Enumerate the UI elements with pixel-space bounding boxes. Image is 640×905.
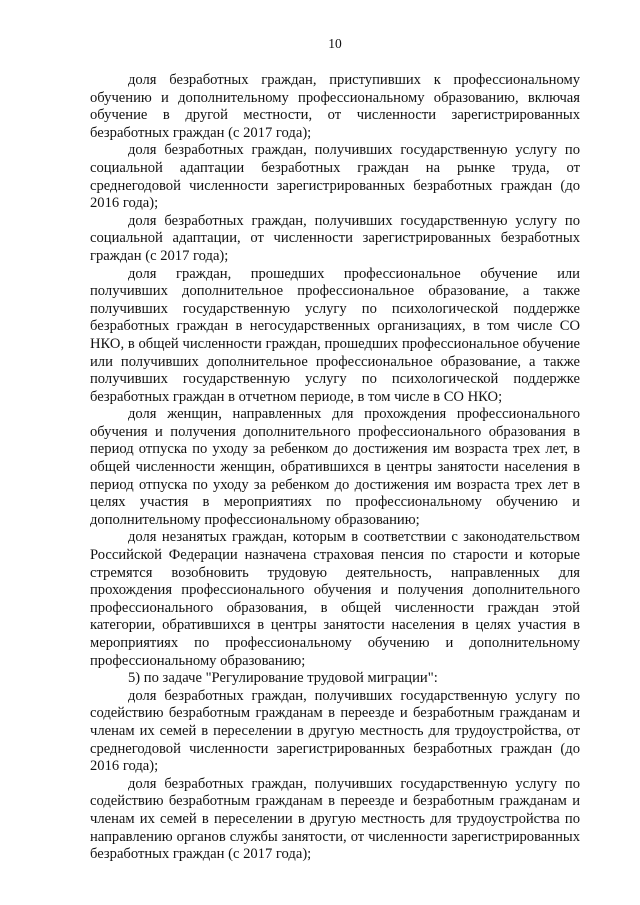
section-heading: 5) по задаче "Регулирование трудовой миграции": — [128, 670, 438, 687]
paragraph: доля безработных граждан, приступивших к профессиональному обучению и дополнительному профессиональному образованию, включая обучение в другой местности, от численности зарегистрированных безработных граждан (с 2017 года); — [90, 72, 580, 141]
page-number: 10 — [328, 36, 342, 51]
paragraph: доля женщин, направленных для прохождения профессионального обучения и получения дополнительного профессионального образования в период отпуска по уходу за ребенком до достижения им возраста трех лет, в общей численности женщин, обратившихся в центры занятости населения в период отпуска по уходу за ребенком до достижения им возраста трех лет в целях участия в мероприятиях по профессиональному обучению и дополнительному профессиональному образованию; — [90, 406, 580, 528]
paragraph: доля безработных граждан, получивших государственную услугу по социальной адаптации, от численности зарегистрированных безработных граждан (с 2017 года); — [90, 212, 580, 264]
paragraph: доля безработных граждан, получивших государственную услугу по содействию безработным гражданам в переезде и безработным гражданам и членам их семей в переселении в другую местность для трудоустройства по направлению органов службы занятости, от численности зарегистрированных безработных граждан (с 2017 года); — [90, 775, 580, 863]
paragraph: доля безработных граждан, получивших государственную услугу по содействию безработным гражданам в переезде и безработным гражданам и членам их семей в переселении в другую местность для трудоустройства, от среднегодовой численности зарегистрированных безработных граждан (до 2016 года); — [90, 687, 580, 775]
paragraph: доля безработных граждан, получивших государственную услугу по социальной адаптации безработных граждан на рынке труда, от среднегодовой численности зарегистрированных безработных граждан (до 2016 года); — [90, 142, 580, 212]
paragraph: доля незанятых граждан, которым в соответствии с законодательством Российской Федерации назначена страховая пенсия по старости и которые стремятся возобновить трудовую деятельность, направленных для прохождения профессионального обучения и получения дополнительного профессионального образования, в общей численности граждан этой категории, обратившихся в центры занятости населения в целях участия в мероприятиях по профессиональному обучению и дополнительному профессиональному образованию; — [90, 529, 580, 669]
paragraph: доля граждан, прошедших профессиональное обучение или получивших дополнительное профессиональное образование, а также получивших государственную услугу по психологической поддержке безработных граждан в негосударственных организациях, в том числе СО НКО, в общей численности граждан, прошедших профессиональное обучение или получивших дополнительное профессиональное образование, а также получивших государственную услугу по психологической поддержке безработных граждан в отчетном периоде, в том числе в СО НКО; — [90, 265, 580, 405]
